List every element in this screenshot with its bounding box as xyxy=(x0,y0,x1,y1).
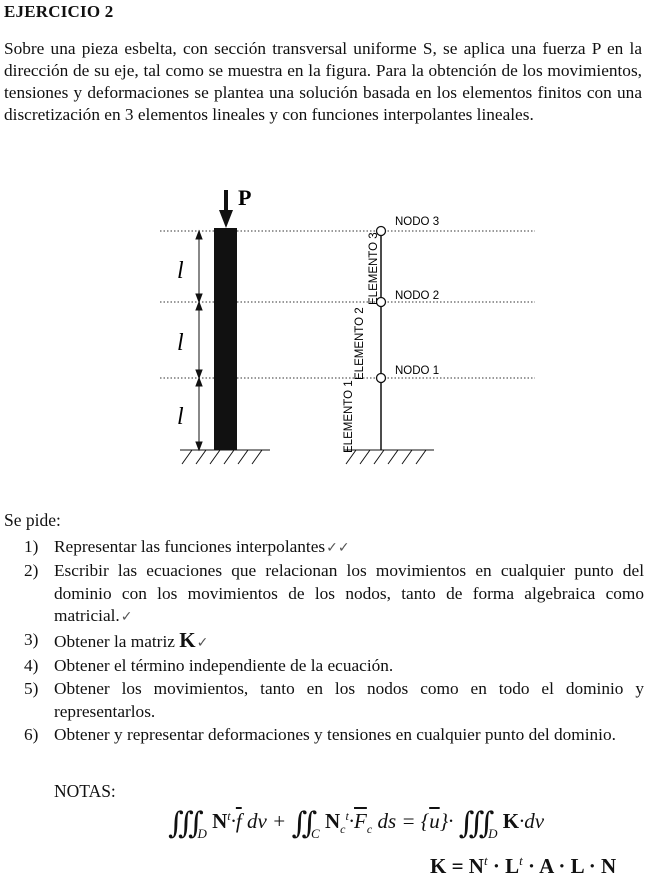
node-1-label: NODO 1 xyxy=(395,365,440,377)
task-text: Obtener el término independiente de la ecuación. xyxy=(54,656,394,675)
task-item xyxy=(24,629,644,655)
equation-2: $K = N^t \cdot L^t \cdot A \cdot L \cdot N$ xyxy=(430,853,617,878)
force-label: P xyxy=(238,185,252,210)
task-number: 1) xyxy=(24,537,39,556)
problem-statement: Sobre una pieza esbelta, con sección transversal uniforme S, se aplica una fuerza P en la dirección de su eje, tal como se muestra en la figura. Para la obtención de los movimientos, tensiones y deformaciones se plantea una solución basada en los elementos finitos con una discretización en 3 elementos lineales y con funciones interpolantes lineales. xyxy=(4,39,642,124)
element-1-label: ELEMENTO 1 xyxy=(343,380,355,453)
force-arrow xyxy=(219,190,233,228)
task-number: 3) xyxy=(24,630,39,649)
task-text: Obtener los movimientos, tanto en los nodos como en todo el dominio y representarlos. xyxy=(54,679,644,721)
node-1-marker xyxy=(377,374,386,383)
check-mark-icon: ✓ xyxy=(120,609,133,625)
bar-figure xyxy=(0,178,647,478)
task-item xyxy=(24,536,644,560)
notas-heading: NOTAS: xyxy=(54,781,116,801)
task-item xyxy=(24,655,644,678)
element-2-label: ELEMENTO 2 xyxy=(354,307,366,380)
ground-left xyxy=(180,450,270,464)
task-text: Obtener la matriz xyxy=(54,632,175,651)
node-2-label: NODO 2 xyxy=(395,290,440,302)
element-3-label: ELEMENTO 3 xyxy=(368,232,380,305)
task-number: 2) xyxy=(24,561,39,580)
equation-1: $∭_D$ $N^t\cdot\overline{f}$ dv + $∬_C$ $N_c^t\cdot\overline{F}_c$ ds = $\{\overline{u}\}\cdot$ $∭_D$ K·dv xyxy=(168,807,545,841)
task-text: Obtener y representar deformaciones y tensiones en cualquier punto del dominio. xyxy=(54,724,616,744)
check-mark-icon: ✓✓ xyxy=(326,540,350,556)
node-3-label: NODO 3 xyxy=(395,216,440,228)
task-item xyxy=(24,724,644,747)
length-label-middle: l xyxy=(177,330,184,356)
ground-right xyxy=(344,450,434,464)
task-text: Escribir las ecuaciones que relacionan los movimientos en cualquier punto del dominio con los movimientos de los nodos, tanto de forma algebraica como matricial. xyxy=(54,561,644,625)
slender-bar xyxy=(214,228,237,450)
check-mark-icon: ✓ xyxy=(196,635,209,651)
task-number: 5) xyxy=(24,679,39,698)
length-label-top: l xyxy=(177,258,184,284)
exercise-title: EJERCICIO 2 xyxy=(4,2,114,21)
length-label-bottom: l xyxy=(177,404,184,430)
se-pide-heading: Se pide: xyxy=(4,510,61,530)
task-item xyxy=(24,560,644,629)
task-number: 4) xyxy=(24,656,39,675)
task-number: 6) xyxy=(24,724,39,744)
task-list xyxy=(24,536,644,747)
task-item xyxy=(24,678,644,723)
matrix-k-symbol: K xyxy=(179,628,196,652)
task-text: Representar las funciones interpolantes xyxy=(54,537,326,556)
dimension-line xyxy=(196,231,202,450)
